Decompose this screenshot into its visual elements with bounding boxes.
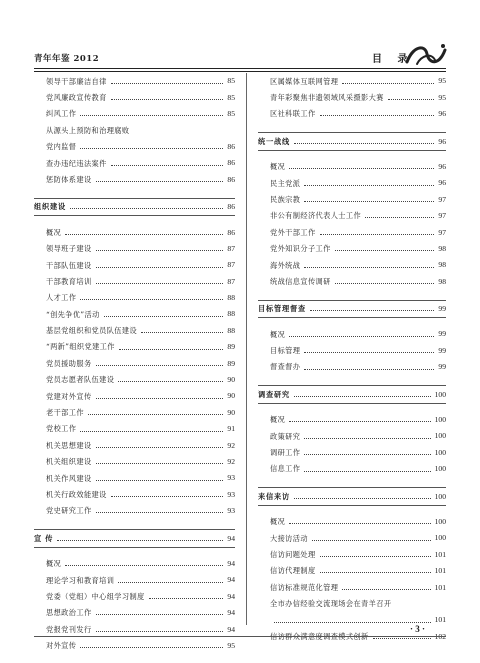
dot-leader — [304, 267, 434, 268]
entry-page-number: 102 — [434, 631, 446, 641]
toc-entry[interactable] — [258, 342, 446, 358]
dot-leader — [294, 143, 434, 144]
dot-leader — [96, 447, 224, 448]
entry-title: 党校工作 — [46, 424, 77, 434]
entry-page-number: 99 — [438, 329, 446, 339]
section-title: 宣 传 — [34, 533, 54, 543]
entry-title: “两新”组织党建工作 — [46, 342, 115, 352]
toc-entry[interactable] — [34, 470, 235, 486]
entry-page-number: 85 — [227, 76, 235, 86]
entry-page-number: 89 — [227, 358, 235, 368]
dot-leader — [57, 540, 223, 541]
entry-page-number: 101 — [434, 566, 446, 576]
dot-leader — [388, 99, 435, 100]
entry-page-number: 96 — [438, 109, 446, 119]
toc-section-heading[interactable] — [258, 300, 446, 318]
toc-entry[interactable] — [258, 514, 446, 530]
dot-leader — [289, 336, 434, 337]
section-title: 来信来访 — [258, 491, 290, 501]
toc-section-heading[interactable] — [258, 132, 446, 150]
entry-title: 领导干部廉洁自律 — [46, 76, 107, 86]
entry-title: 概况 — [270, 329, 286, 339]
toc-entry[interactable] — [34, 404, 235, 420]
entry-title: 大接访活动 — [270, 533, 308, 543]
dot-leader — [80, 647, 223, 648]
entry-title: 海外统战 — [270, 260, 301, 270]
entry-page-number: 99 — [438, 345, 446, 355]
entry-title: 领导班子建设 — [46, 244, 92, 254]
toc-entry[interactable] — [258, 106, 446, 122]
entry-page-number: 95 — [438, 76, 446, 86]
dot-leader — [104, 316, 224, 317]
entry-title: 党外干部工作 — [270, 227, 316, 237]
entry-page-number: 100 — [434, 516, 446, 526]
footer-rule — [34, 636, 446, 637]
toc-entry[interactable] — [258, 444, 446, 460]
entry-page-number: 87 — [227, 243, 235, 253]
toc-entry[interactable] — [34, 556, 235, 572]
dot-leader — [335, 250, 435, 251]
dot-leader — [304, 471, 430, 472]
entry-title: 党员援助服务 — [46, 358, 92, 368]
entry-title: 信息工作 — [270, 464, 301, 474]
entry-title: 对外宣传 — [46, 641, 77, 651]
entry-title: “创先争优”活动 — [46, 309, 100, 319]
entry-page-number: 95 — [438, 92, 446, 102]
entry-page-number: 100 — [434, 533, 446, 543]
dot-leader — [320, 572, 431, 573]
entry-page-number: 98 — [438, 243, 446, 253]
toc-entry[interactable] — [34, 89, 235, 105]
entry-page-number: 85 — [227, 109, 235, 119]
entry-title: 干部教育培训 — [46, 276, 92, 286]
dot-leader — [304, 185, 434, 186]
entry-title: 机关组织建设 — [46, 457, 92, 467]
toc-entry[interactable] — [34, 355, 235, 371]
entry-title: 概况 — [270, 415, 286, 425]
entry-title: 党外知识分子工作 — [270, 244, 331, 254]
entry-page-number: 97 — [438, 211, 446, 221]
entry-title: 党风廉政宣传教育 — [46, 92, 107, 102]
dot-leader — [289, 168, 434, 169]
toc-entry[interactable] — [34, 588, 235, 604]
toc-entry[interactable] — [34, 322, 235, 338]
toc-entry[interactable] — [34, 155, 235, 171]
toc-entry[interactable] — [34, 273, 235, 289]
toc-entry[interactable] — [34, 437, 235, 453]
toc-entry[interactable] — [258, 208, 446, 224]
section-title: 调查研究 — [258, 389, 290, 399]
toc-entry[interactable] — [258, 89, 446, 105]
entry-page-number: 88 — [227, 325, 235, 335]
toc-entry[interactable] — [34, 638, 235, 654]
entry-title: 机关思想建设 — [46, 440, 92, 450]
toc-column-left — [34, 73, 235, 654]
toc-section-heading[interactable] — [258, 385, 446, 403]
entry-page-number: 100 — [434, 431, 446, 441]
entry-title: 党内监督 — [46, 142, 77, 152]
entry-title: 干部队伍建设 — [46, 260, 92, 270]
dot-leader — [96, 398, 224, 399]
page-number: · 3 · — [410, 624, 426, 634]
dot-leader — [111, 99, 224, 100]
toc-entry[interactable] — [34, 605, 235, 621]
toc-entry[interactable] — [258, 326, 446, 342]
dot-leader — [80, 148, 223, 149]
entry-title: 查办违纪违法案件 — [46, 158, 107, 168]
toc-entry[interactable] — [34, 388, 235, 404]
toc-section-heading[interactable] — [258, 487, 446, 505]
entry-page-number: 100 — [434, 415, 446, 425]
dot-leader — [96, 614, 224, 615]
dot-leader — [80, 299, 223, 300]
entry-title: 信访标准规范化管理 — [270, 582, 339, 592]
dot-leader — [274, 622, 431, 623]
dot-leader — [96, 250, 224, 251]
entry-page-number: 101 — [434, 549, 446, 559]
dot-leader — [111, 165, 224, 166]
dot-leader — [80, 431, 223, 432]
toc-entry[interactable] — [258, 579, 446, 595]
entry-page-number: 86 — [227, 227, 235, 237]
entry-title: 督查督办 — [270, 362, 301, 372]
toc-entry[interactable] — [34, 339, 235, 355]
entry-page-number: 90 — [227, 407, 235, 417]
toc-entry[interactable] — [258, 191, 446, 207]
entry-page-number: 96 — [438, 161, 446, 171]
dot-leader — [96, 480, 224, 481]
entry-title: 惩防体系建设 — [46, 174, 92, 184]
toc-entry[interactable] — [34, 106, 235, 122]
entry-page-number: 86 — [227, 158, 235, 168]
entry-page-number: 92 — [227, 440, 235, 450]
entry-title: 老干部工作 — [46, 408, 84, 418]
entry-page-number: 86 — [227, 174, 235, 184]
dot-leader — [80, 115, 223, 116]
entry-title: 纠风工作 — [46, 109, 77, 119]
entry-title: 信访问题处理 — [270, 549, 316, 559]
section-title: 目标管理督查 — [258, 304, 306, 314]
entry-title: 区属媒体互联网管理 — [270, 76, 339, 86]
header-rule-thin — [34, 71, 446, 72]
entry-page-number: 94 — [227, 591, 235, 601]
dot-leader — [304, 352, 434, 353]
entry-title: 民主党派 — [270, 178, 301, 188]
entry-title: 党委（党组）中心组学习制度 — [46, 591, 145, 601]
entry-title: 概况 — [270, 517, 286, 527]
toc-entry[interactable] — [258, 530, 446, 546]
entry-page-number: 97 — [438, 227, 446, 237]
toc-entry[interactable] — [34, 503, 235, 519]
entry-title: 信访代理制度 — [270, 566, 316, 576]
entry-title: 区社科联工作 — [270, 109, 316, 119]
entry-title: 统战信息宣传调研 — [270, 276, 331, 286]
toc-entry[interactable] — [34, 257, 235, 273]
entry-title: 政策研究 — [270, 431, 301, 441]
toc-entry[interactable] — [258, 546, 446, 562]
entry-page-number: 88 — [227, 309, 235, 319]
entry-page-number: 100 — [434, 389, 446, 399]
dot-leader — [70, 208, 223, 209]
entry-page-number: 87 — [227, 260, 235, 270]
entry-page-number: 94 — [227, 533, 235, 543]
section-title: 统一战线 — [258, 136, 290, 146]
entry-page-number: 100 — [434, 464, 446, 474]
dot-leader — [96, 283, 224, 284]
toc-entry[interactable] — [34, 486, 235, 502]
dot-leader — [118, 582, 223, 583]
section-title: 组织建设 — [34, 202, 66, 212]
toc-entry[interactable] — [34, 572, 235, 588]
entry-page-number: 93 — [227, 489, 235, 499]
entry-title: 概况 — [46, 227, 62, 237]
entry-title: 概况 — [270, 162, 286, 172]
toc-entry[interactable] — [34, 241, 235, 257]
dot-leader — [88, 414, 223, 415]
dot-leader — [118, 381, 223, 382]
toc-entry[interactable] — [258, 359, 446, 375]
entry-page-number: 101 — [434, 582, 446, 592]
toc-entry[interactable] — [34, 224, 235, 240]
toc-entry[interactable] — [34, 454, 235, 470]
entry-page-number: 101 — [434, 615, 446, 625]
entry-page-number: 92 — [227, 456, 235, 466]
dot-leader — [320, 115, 435, 116]
dot-leader — [304, 438, 430, 439]
entry-title: 机关行政效能建设 — [46, 489, 107, 499]
toc-section-heading[interactable] — [34, 529, 235, 547]
entry-title: 思想政治工作 — [46, 608, 92, 618]
entry-page-number: 89 — [227, 342, 235, 352]
toc-entry[interactable] — [34, 421, 235, 437]
entry-page-number: 85 — [227, 92, 235, 102]
column-divider — [246, 73, 247, 625]
dot-leader — [342, 83, 434, 84]
dot-leader — [312, 540, 431, 541]
toc-entry[interactable] — [258, 428, 446, 444]
toc-entry[interactable] — [34, 290, 235, 306]
toc-entry[interactable] — [258, 175, 446, 191]
dot-leader — [96, 512, 224, 513]
toc-entry[interactable] — [258, 159, 446, 175]
entry-title: 调研工作 — [270, 448, 301, 458]
entry-page-number: 98 — [438, 260, 446, 270]
entry-title: 党员志愿者队伍建设 — [46, 375, 115, 385]
running-header-left: 青年年鉴 2012 — [34, 54, 100, 64]
toc-entry[interactable] — [258, 563, 446, 579]
header-rule-thick — [34, 68, 446, 69]
entry-title: 概况 — [46, 559, 62, 569]
entry-page-number: 99 — [438, 362, 446, 372]
entry-title: 党建对外宣传 — [46, 391, 92, 401]
entry-page-number: 86 — [227, 202, 235, 212]
entry-page-number: 99 — [438, 304, 446, 314]
entry-page-number: 94 — [227, 608, 235, 618]
dot-leader — [365, 217, 434, 218]
toc-entry[interactable] — [258, 273, 446, 289]
toc-entry[interactable] — [258, 241, 446, 257]
dot-leader — [141, 332, 223, 333]
toc-entry[interactable] — [34, 139, 235, 155]
entry-page-number: 96 — [438, 178, 446, 188]
entry-page-number: 100 — [434, 491, 446, 501]
dot-leader — [335, 283, 435, 284]
toc-entry[interactable] — [258, 412, 446, 428]
toc-section-heading[interactable] — [34, 198, 235, 216]
entry-page-number: 97 — [438, 194, 446, 204]
toc-entry[interactable] — [258, 257, 446, 273]
dot-leader — [304, 369, 434, 370]
toc-entry[interactable] — [258, 73, 446, 89]
entry-title: 民族宗教 — [270, 194, 301, 204]
entry-page-number: 95 — [227, 640, 235, 650]
dot-leader — [96, 267, 224, 268]
entry-page-number: 100 — [434, 447, 446, 457]
toc-entry[interactable] — [34, 306, 235, 322]
dot-leader — [304, 454, 430, 455]
entry-page-number: 90 — [227, 375, 235, 385]
entry-page-number: 93 — [227, 473, 235, 483]
toc-entry[interactable] — [258, 224, 446, 240]
entry-title: 人才工作 — [46, 293, 77, 303]
entry-title: 全市办信经验交流现场会在青羊召开 — [270, 599, 392, 609]
dot-leader — [65, 234, 223, 235]
toc-entry[interactable] — [34, 372, 235, 388]
dot-leader — [289, 421, 430, 422]
running-header-right: 目 录 — [372, 54, 414, 65]
entry-title: 从源头上预防和治理腐败 — [46, 125, 130, 135]
entry-title: 非公有制经济代表人士工作 — [270, 211, 362, 221]
dot-leader — [320, 556, 431, 557]
dot-leader — [65, 565, 223, 566]
entry-page-number: 93 — [227, 506, 235, 516]
dot-leader — [96, 181, 224, 182]
dot-leader — [111, 496, 224, 497]
dot-leader — [320, 234, 435, 235]
dot-leader — [111, 83, 224, 84]
dot-leader — [96, 365, 224, 366]
entry-title: 信访群众满意度调查模式创新 — [270, 631, 369, 641]
entry-page-number: 88 — [227, 293, 235, 303]
toc-entry[interactable] — [258, 461, 446, 477]
entry-title: 党史研究工作 — [46, 506, 92, 516]
dot-leader — [96, 463, 224, 464]
entry-page-number: 91 — [227, 424, 235, 434]
dot-leader — [373, 638, 431, 639]
dot-leader — [96, 631, 224, 632]
entry-title: 青年彩聚焦非遗领域风采摄影大赛 — [270, 92, 384, 102]
entry-title: 目标管理 — [270, 346, 301, 356]
entry-page-number: 98 — [438, 276, 446, 286]
entry-title: 机关作风建设 — [46, 473, 92, 483]
entry-page-number: 94 — [227, 558, 235, 568]
entry-title: 基层党组织和党员队伍建设 — [46, 326, 138, 336]
toc-entry[interactable] — [34, 171, 235, 187]
entry-page-number: 94 — [227, 575, 235, 585]
dot-leader — [310, 310, 434, 311]
toc-entry[interactable] — [34, 73, 235, 89]
dot-leader — [119, 349, 224, 350]
entry-title: 理论学习和教育培训 — [46, 575, 115, 585]
entry-title: 党报党刊发行 — [46, 624, 92, 634]
dot-leader — [289, 523, 430, 524]
entry-page-number: 94 — [227, 624, 235, 634]
toc-entry[interactable] — [258, 596, 446, 612]
toc-column-right — [258, 73, 446, 645]
dot-leader — [149, 598, 224, 599]
book-logo-icon — [403, 40, 449, 70]
dot-leader — [294, 396, 431, 397]
dot-leader — [342, 589, 430, 590]
entry-page-number: 87 — [227, 276, 235, 286]
entry-page-number: 90 — [227, 391, 235, 401]
entry-page-number: 96 — [438, 136, 446, 146]
toc-entry[interactable] — [34, 122, 235, 138]
entry-page-number: 86 — [227, 141, 235, 151]
dot-leader — [304, 201, 434, 202]
dot-leader — [294, 498, 431, 499]
